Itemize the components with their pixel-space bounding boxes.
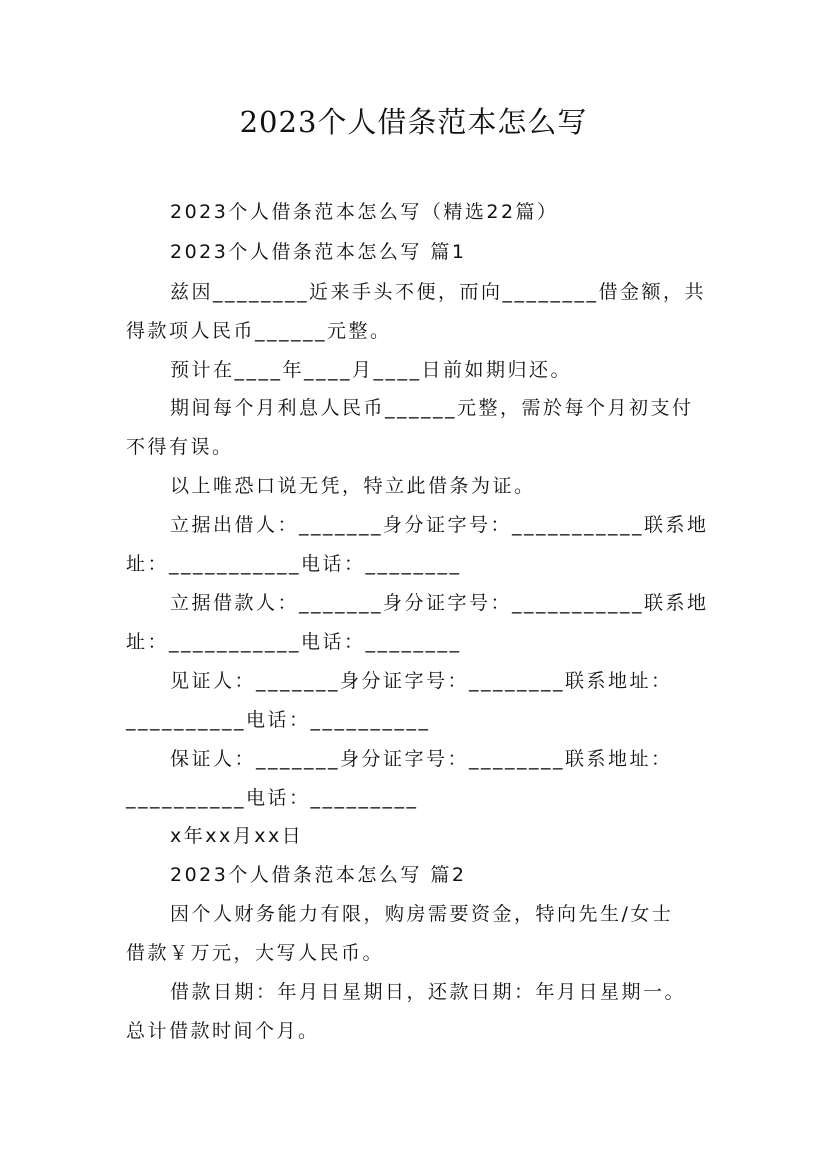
text-line: 因个人财务能力有限，购房需要资金，特向先生/女士 xyxy=(170,903,674,925)
text-line: 址：___________电话：________ xyxy=(126,631,462,653)
text-line: 立据借款人：_______身分证字号：___________联系地 xyxy=(170,592,709,614)
text-line: 借款￥万元，大写人民币。 xyxy=(126,942,385,964)
section-heading: 2023个人借条范本怎么写 篇2 xyxy=(170,864,467,886)
text-line: 不得有误。 xyxy=(126,436,234,458)
text-line: 期间每个月利息人民币______元整，需於每个月初支付 xyxy=(170,397,694,419)
text-line: 得款项人民币______元整。 xyxy=(126,320,392,342)
text-line: 以上唯恐口说无凭，特立此借条为证。 xyxy=(170,475,536,497)
text-line: 预计在____年____月____日前如期归还。 xyxy=(170,359,573,381)
text-line: __________电话：__________ xyxy=(126,709,431,731)
text-line: 借款日期：年月日星期日，还款日期：年月日星期一。 xyxy=(170,981,687,1003)
date-line: x年xx月xx日 xyxy=(170,825,304,847)
text-line: 保证人：_______身分证字号：________联系地址： xyxy=(170,748,673,770)
text-line: 2023个人借条范本怎么写（精选22篇） xyxy=(170,201,559,223)
text-line: 总计借款时间个月。 xyxy=(126,1020,320,1042)
section-heading: 2023个人借条范本怎么写 篇1 xyxy=(170,241,467,263)
document-title: 2023个人借条范本怎么写 xyxy=(239,105,588,139)
text-line: 立据出借人：_______身分证字号：___________联系地 xyxy=(170,514,709,536)
text-line: __________电话：_________ xyxy=(126,787,419,809)
text-line: 址：___________电话：________ xyxy=(126,553,462,575)
text-line: 见证人：_______身分证字号：________联系地址： xyxy=(170,670,673,692)
text-line: 兹因________近来手头不便，而向________借金额，共 xyxy=(170,281,707,303)
